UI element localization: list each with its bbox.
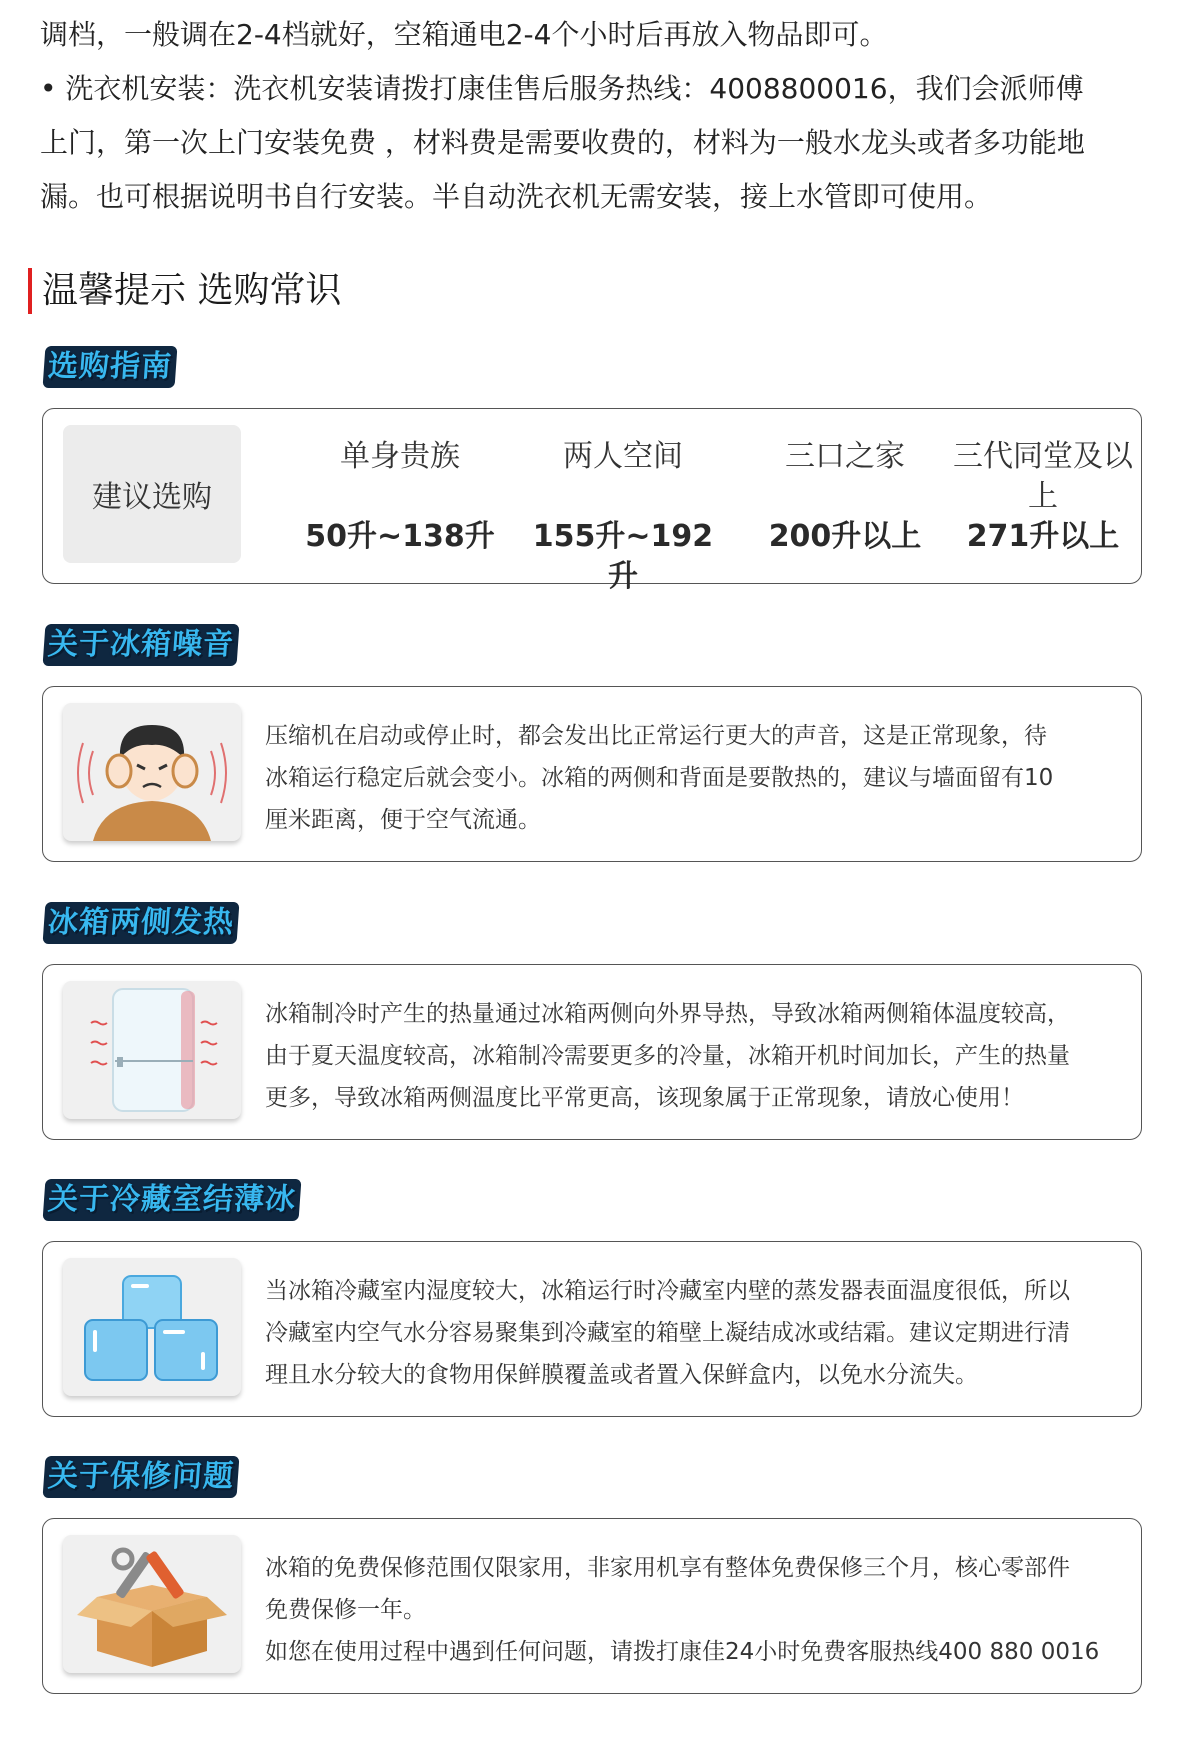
tip-description	[265, 1547, 1125, 1673]
tip-line: 冰箱制冷时产生的热量通过冰箱两侧向外界导热，导致冰箱两侧箱体温度较高，	[265, 1001, 1070, 1027]
tip-tag-heat: 冰箱两侧发热	[43, 902, 240, 944]
guide-column-title: 三口之家	[785, 439, 905, 474]
tip-box-ice	[42, 1241, 1142, 1417]
ice-cubes-icon	[63, 1258, 241, 1396]
tip-tag-ice: 关于冷藏室结薄冰	[43, 1179, 302, 1221]
tip-description	[265, 1270, 1125, 1396]
intro-line: • 洗衣机安装：洗衣机安装请拨打康佳售后服务热线：4008800016，我们会派师傅	[40, 72, 1084, 105]
tip-line: 理且水分较大的食物用保鲜膜覆盖或者置入保鲜盒内，以免水分流失。	[265, 1362, 978, 1388]
noise-person-icon	[63, 703, 241, 841]
guide-tag: 选购指南	[43, 346, 178, 388]
guide-column-title: 单身贵族	[340, 439, 460, 474]
tip-line: 压缩机在启动或停止时，都会发出比正常运行更大的声音，这是正常现象，待	[265, 723, 1047, 749]
guide-box	[42, 408, 1142, 594]
guide-column-title: 两人空间	[563, 439, 683, 474]
intro-line: 上门，第一次上门安装免费 ，材料费是需要收费的，材料为一般水龙头或者多功能地	[40, 126, 1085, 159]
tip-description	[265, 993, 1125, 1119]
tip-box-warranty	[42, 1518, 1142, 1694]
intro-paragraph	[40, 8, 1160, 224]
intro-line: 漏。也可根据说明书自行安装。半自动洗衣机无需安装，接上水管即可使用。	[40, 180, 993, 213]
section-heading: 温馨提示 选购常识	[28, 268, 341, 314]
tip-line: 更多，导致冰箱两侧温度比平常更高，该现象属于正常现象，请放心使用！	[265, 1085, 1024, 1111]
guide-column-value: 200升以上	[768, 519, 922, 554]
tip-line: 冰箱运行稳定后就会变小。冰箱的两侧和背面是要散热的，建议与墙面留有10	[265, 765, 1054, 791]
guide-column-title: 三代同堂及以上	[953, 439, 1133, 514]
recommend-label: 建议选购	[63, 425, 241, 563]
tip-line: 厘米距离，便于空气流通。	[265, 807, 541, 833]
tip-line: 免费保修一年。	[265, 1597, 426, 1623]
tip-line: 当冰箱冷藏室内湿度较大，冰箱运行时冷藏室内壁的蒸发器表面温度很低，所以	[265, 1278, 1070, 1304]
tip-description	[265, 715, 1125, 841]
guide-column-value: 271升以上	[966, 519, 1120, 554]
tip-box-heat	[42, 964, 1142, 1140]
tip-box-noise	[42, 686, 1142, 862]
toolbox-icon	[63, 1535, 241, 1673]
tip-tag-noise: 关于冰箱噪音	[43, 624, 240, 666]
tip-line: 由于夏天温度较高，冰箱制冷需要更多的冷量，冰箱开机时间加长，产生的热量	[265, 1043, 1070, 1069]
guide-column-value: 155升~192升	[532, 519, 714, 594]
tip-line: 冷藏室内空气水分容易聚集到冷藏室的箱壁上凝结成冰或结霜。建议定期进行清	[265, 1320, 1070, 1346]
guide-column-value: 50升~138升	[305, 519, 495, 554]
tip-line: 如您在使用过程中遇到任何问题，请拨打康佳24小时免费客服热线400 880 0016	[265, 1639, 1100, 1665]
fridge-heat-icon	[63, 981, 241, 1119]
intro-line: 调档，一般调在2-4档就好，空箱通电2-4个小时后再放入物品即可。	[40, 18, 888, 51]
tip-tag-warranty: 关于保修问题	[43, 1456, 240, 1498]
tip-line: 冰箱的免费保修范围仅限家用，非家用机享有整体免费保修三个月，核心零部件	[265, 1555, 1070, 1581]
